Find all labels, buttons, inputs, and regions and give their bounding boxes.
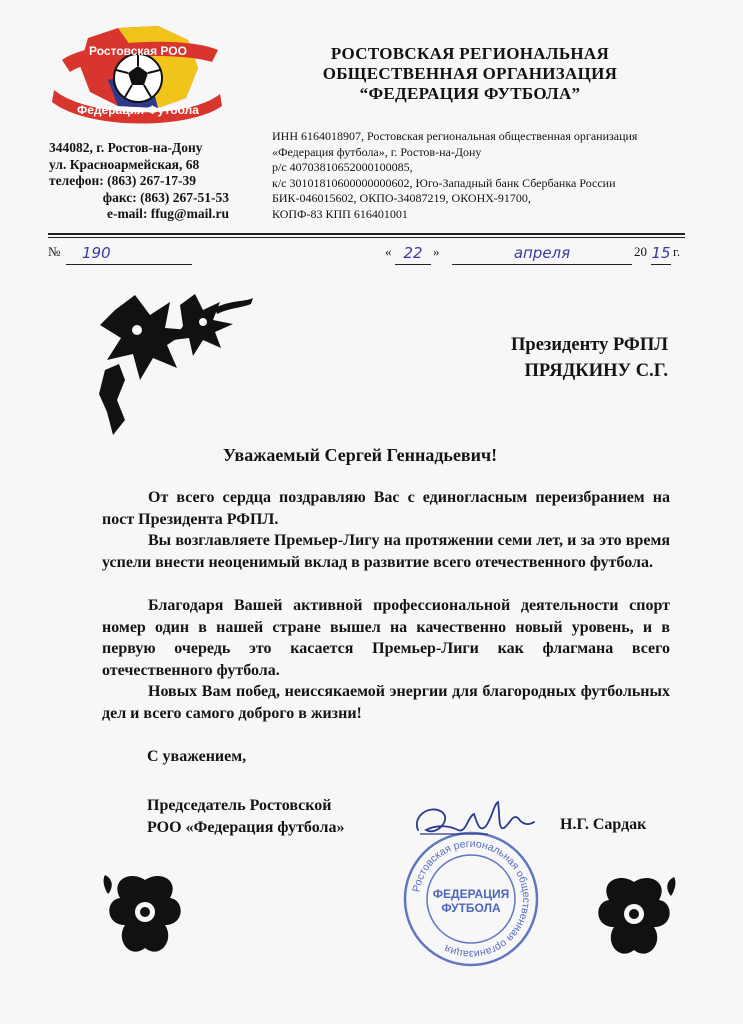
year-prefix: 20 [634,244,647,259]
logo-bottom-text: Федерация Футбола [77,103,199,117]
header-rule [48,233,685,235]
stamp-ring-text: Ростовская региональная общественная организация [410,837,533,961]
requisite-line: «Федерация футбола», г. Ростов-на-Дону [272,144,482,159]
phone-line: телефон: (863) 267-17-39 [49,173,196,188]
fax-line: факс: (863) 267-51-53 [102,189,229,205]
stamp-center-text: ФУТБОЛА [441,901,501,915]
month-field [452,244,632,265]
year-suffix: г. [673,244,681,259]
paragraph-text: Благодаря Вашей активной профессиональной деятельности спорт номер один в нашей стране вышел на качественно новый уровень, и в первую очередь это касается Премьер-Лиги как флагмана всего отечественного футбола. [102,597,670,679]
org-title-line: ОБЩЕСТВЕННАЯ ОРГАНИЗАЦИЯ [322,64,618,83]
bottom-left-ornament [100,870,190,965]
paragraph-text: От всего сердца поздравляю Вас с единогласным переизбранием на пост Президента РФПЛ. [102,489,670,528]
organization-stamp [402,830,540,968]
recipient-name: ПРЯДКИНУ С.Г. [524,361,668,381]
signatory-name: Н.Г. Сардак [560,816,647,833]
address-block [49,140,229,223]
email-line: e-mail: ffug@mail.ru [106,206,229,221]
logo-top-text: Ростовская РОО [89,44,187,58]
organization-title [290,44,650,104]
bottom-right-ornament [588,872,680,967]
signatory-title-line: Председатель Ростовской [147,797,332,814]
org-title-line: РОСТОВСКАЯ РЕГИОНАЛЬНАЯ [330,44,610,63]
closing-phrase: С уважением, [147,748,247,765]
requisite-line: к/с 30101810600000000602, Юго-Западный банк Сбербанка России [272,175,616,190]
paragraph-text: Вы возглавляете Премьер-Лигу на протяжении семи лет, и за это время успели внести неоценимый вклад в развитие всего отечественного футбола. [102,532,670,571]
signatory-title [147,795,344,838]
address-line: 344082, г. Ростов-на-Дону [49,140,203,155]
day-value: 22 [403,244,423,262]
recipient-position: Президенту РФПЛ [511,335,668,355]
requisite-line: ИНН 6164018907, Ростовская региональная общественная организация [272,129,638,143]
header-rule-thin [48,237,685,238]
federation-logo [48,20,226,130]
paragraph [102,595,670,681]
number-label: № [48,244,61,259]
requisite-line: КОПФ-83 КПП 616401001 [272,206,408,221]
floral-corner-ornament [95,290,255,440]
stamp-center-text: ФЕДЕРАЦИЯ [432,887,510,901]
day-field [395,244,431,265]
number-value: 190 [82,244,111,262]
month-value: апреля [513,244,571,262]
number-field [66,244,192,265]
year-field [651,244,671,265]
recipient-block [440,332,668,384]
day-close-quote: » [433,244,440,259]
paragraph [102,487,670,530]
requisite-line: БИК-046015602, ОКПО-34087219, ОКОНХ-91700, [272,191,531,205]
day-open-quote: « [385,244,392,259]
address-line: ул. Красноармейская, 68 [49,156,200,172]
salutation: Уважаемый Сергей Геннадьевич! [222,445,498,465]
paragraph [102,681,670,724]
requisite-line: р/с 40703810652000100085, [272,160,413,174]
org-title-line: “ФЕДЕРАЦИЯ ФУТБОЛА” [359,84,581,103]
bank-requisites [272,129,702,222]
paragraph-text: Новых Вам побед, неиссякаемой энергии для благородных футбольных дел и всего самого доброго в жизни! [102,683,670,722]
handwritten-signature [408,796,538,846]
signatory-title-line: РОО «Федерация футбола» [147,818,345,836]
year-value: 15 [651,244,671,262]
paragraph [102,530,670,573]
